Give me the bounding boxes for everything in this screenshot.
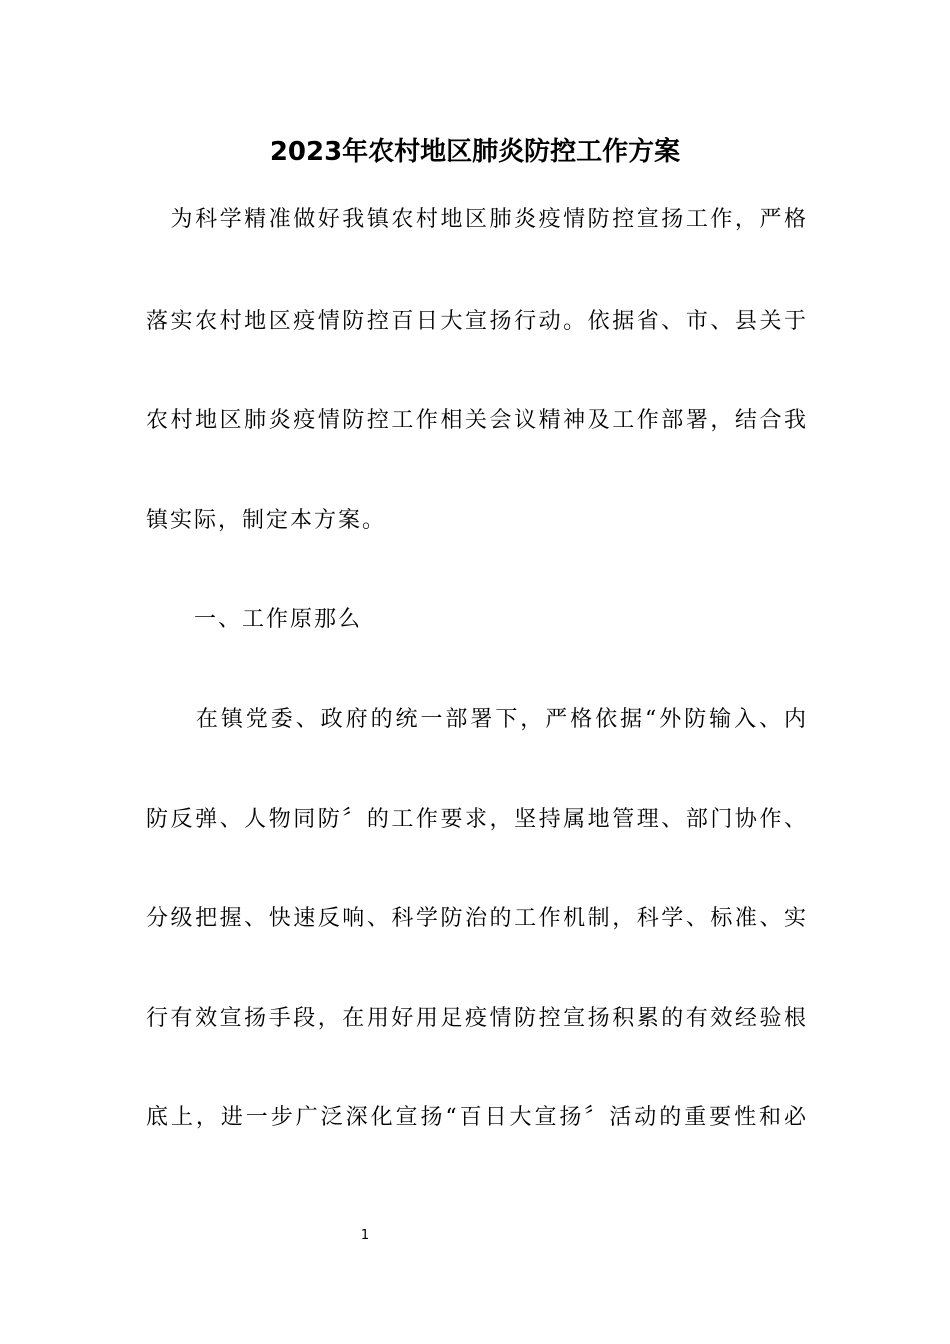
paragraph-line-8: 行有效宣扬手段，在用好用足疫情防控宣扬积累的有效经验根 [146, 1006, 806, 1031]
paragraph-line-7: 分级把握、快速反响、科学防治的工作机制，科学、标准、实 [146, 906, 806, 931]
paragraph-line-3: 农村地区肺炎疫情防控工作相关会议精神及工作部署，结合我 [146, 408, 806, 433]
document-title: 2023年农村地区肺炎防控工作方案 [269, 137, 681, 167]
page-number: 1 [360, 1228, 370, 1243]
section-heading: 一、工作原那么 [146, 607, 363, 632]
paragraph-line-2: 落实农村地区疫情防控百日大宣扬行动。依据省、市、县关于 [146, 309, 806, 334]
paragraph-line-6: 防反弹、人物同防〞的工作要求，坚持属地管理、部门协作、 [146, 807, 806, 832]
paragraph-line-1: 为科学精准做好我镇农村地区肺炎疫情防控宣扬工作，严格 [146, 207, 806, 232]
paragraph-line-5: 在镇党委、政府的统一部署下，严格依据“外防输入、内 [146, 707, 806, 732]
paragraph-line-4: 镇实际，制定本方案。 [146, 508, 387, 533]
paragraph-line-9: 底上，进一步广泛深化宣扬“百日大宣扬〞活动的重要性和必 [146, 1105, 806, 1130]
